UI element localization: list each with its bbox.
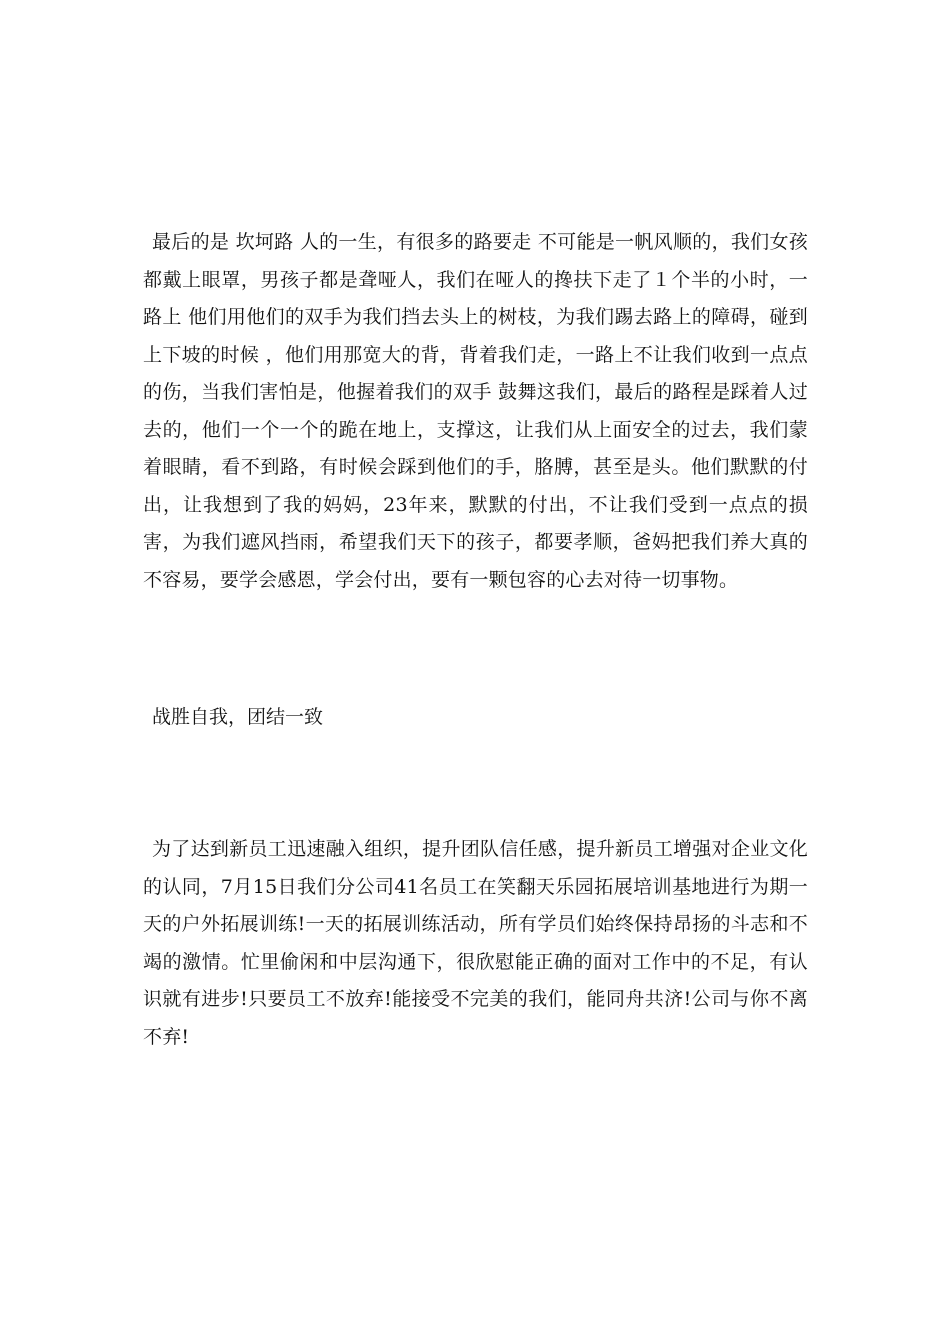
paragraph-outdoor-training: 为了达到新员工迅速融入组织，提升团队信任感，提升新员工增强对企业文化的认同，7月15日我们分公司41名员工在笑翻天乐园拓展培训基地进行为期一天的户外拓展训练!一天的拓展训练活动，所有学员们始终保持昂扬的斗志和不竭的激情。忙里偷闲和中层沟通下，很欣慰能正确的面对工作中的不足，有认识就有进步!只要员工不放弃!能接受不完美的我们，能同舟共济!公司与你不离不弃!	[143, 838, 808, 1048]
paragraph-rugged-road: 最后的是 坎坷路 人的一生，有很多的路要走 不可能是一帆风顺的，我们女孩都戴上眼罩，男孩子都是聋哑人，我们在哑人的搀扶下走了１个半的小时，一路上 他们用他们的双手为我们挡去头上的树枝，为我们踢去路上的障碍，碰到上下坡的时候 ，他们用那宽大的背，背着我们走，一路上不让我们收到一点点的伤，当我们害怕是，他握着我们的双手 鼓舞这我们，最后的路程是踩着人过去的，他们一个一个的跪在地上，支撑这，让我们从上面安全的过去，我们蒙着眼睛，看不到路，有时候会踩到他们的手，胳膊，甚至是头。他们默默的付出，让我想到了我的妈妈，23年来，默默的付出，不让我们受到一点点的损害，为我们遮风挡雨，希望我们天下的孩子，都要孝顺，爸妈把我们养大真的不容易，要学会感恩，学会付出，要有一颗包容的心去对待一切事物。	[143, 231, 808, 591]
section-heading: 战胜自我，团结一致	[152, 706, 324, 728]
